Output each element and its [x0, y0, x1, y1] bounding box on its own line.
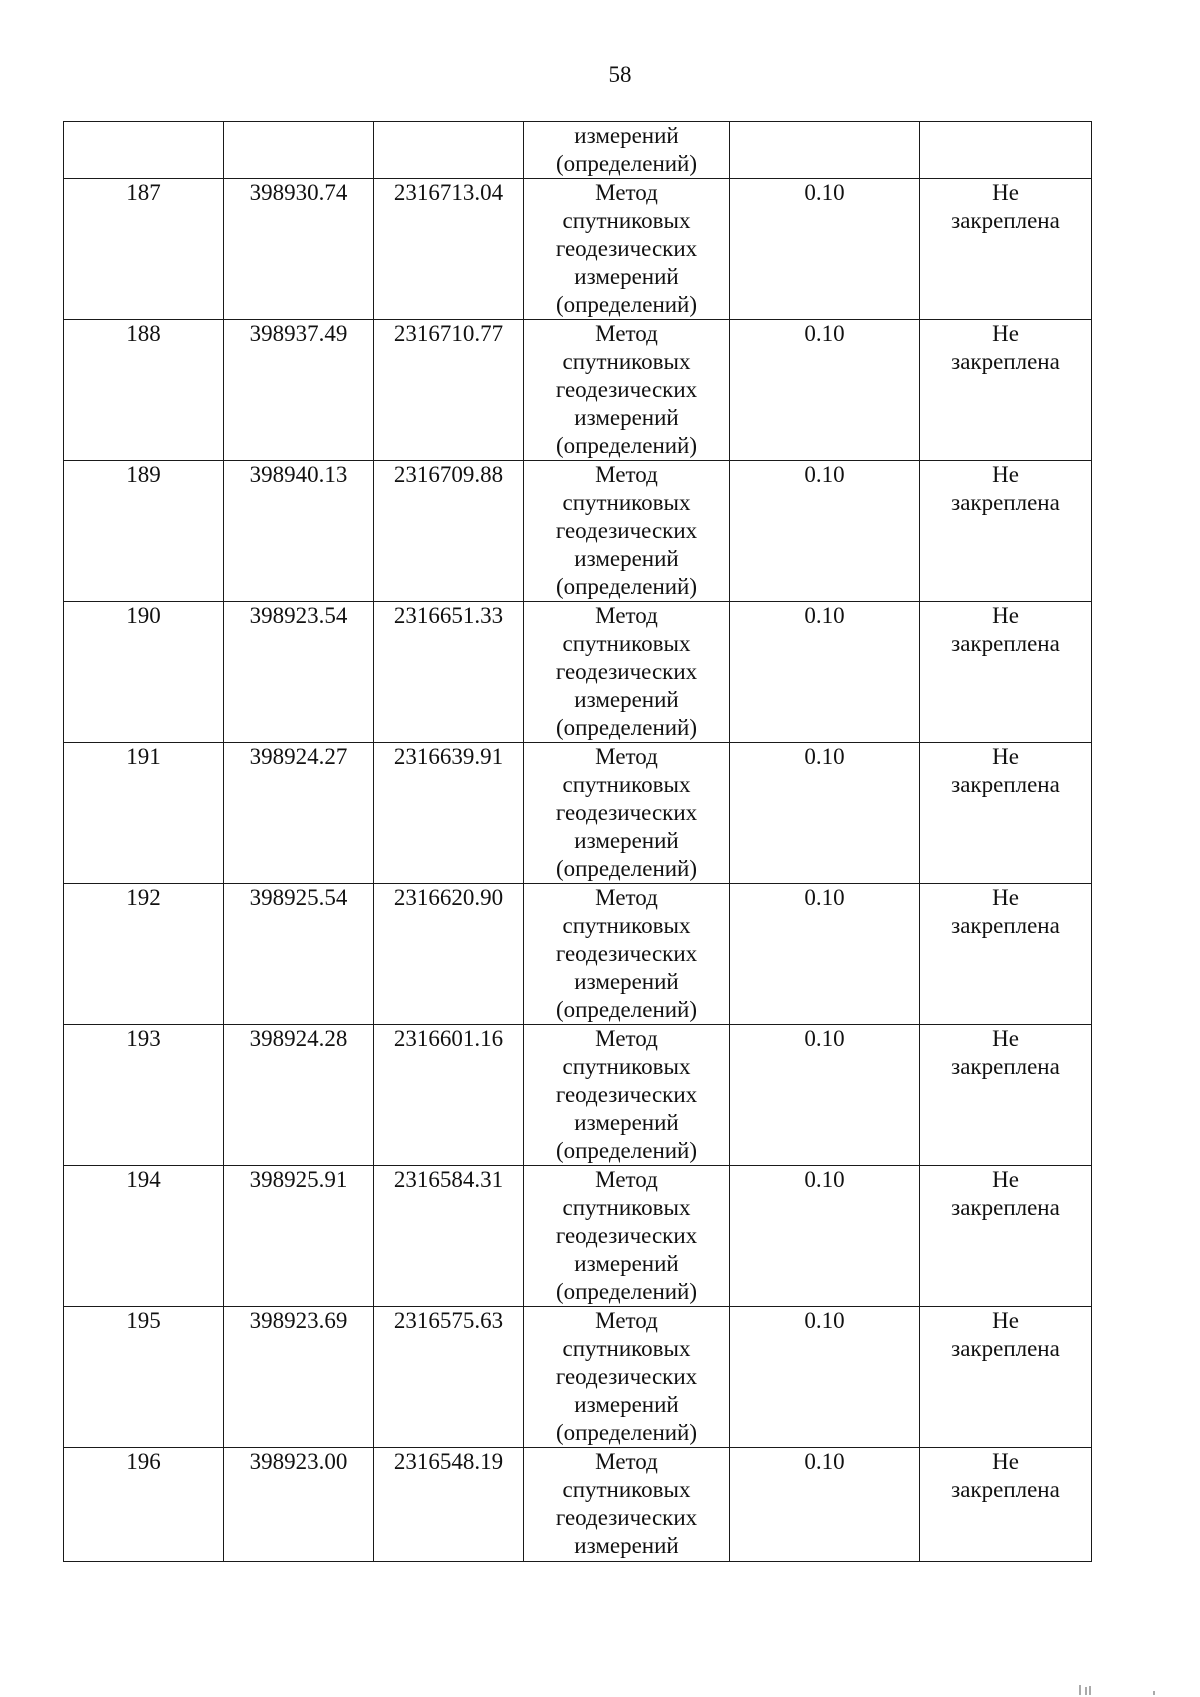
cell-method	[524, 461, 730, 602]
cell-num: 194	[64, 1166, 224, 1307]
method-line: Метод	[595, 1026, 658, 1051]
cell-method	[524, 1166, 730, 1307]
method-line: геодезических	[555, 941, 698, 966]
cell-accuracy: 0.10	[730, 1166, 920, 1307]
cell-num: 192	[64, 884, 224, 1025]
method-line: Метод	[595, 1167, 658, 1192]
method-line: Метод	[595, 603, 658, 628]
method-line: (определений)	[555, 151, 698, 176]
method-line: спутниковых	[562, 349, 691, 374]
method-line: спутниковых	[562, 913, 691, 938]
method-line: геодезических	[555, 1505, 698, 1530]
cell-method	[524, 884, 730, 1025]
table-row	[64, 179, 1092, 320]
cell-method	[524, 743, 730, 884]
table-row	[64, 602, 1092, 743]
cell-num: 187	[64, 179, 224, 320]
method-line: спутниковых	[562, 1336, 691, 1361]
cell-y	[374, 122, 524, 179]
cell-x	[224, 122, 374, 179]
cell-fixing	[920, 179, 1092, 320]
method-line: геодезических	[555, 1364, 698, 1389]
method-line: (определений)	[555, 292, 698, 317]
cell-num: 191	[64, 743, 224, 884]
cell-x: 398924.27	[224, 743, 374, 884]
table-row-continued	[64, 122, 1092, 179]
cell-accuracy: 0.10	[730, 461, 920, 602]
fixing-line: закреплена	[951, 1195, 1060, 1220]
table-row	[64, 1166, 1092, 1307]
cell-fixing	[920, 884, 1092, 1025]
fixing-line: закреплена	[951, 1054, 1060, 1079]
method-line: геодезических	[555, 800, 698, 825]
method-line: геодезических	[555, 1082, 698, 1107]
cell-y: 2316713.04	[374, 179, 524, 320]
method-line: спутниковых	[562, 208, 691, 233]
cell-x: 398930.74	[224, 179, 374, 320]
cell-fixing	[920, 320, 1092, 461]
cell-x: 398923.69	[224, 1307, 374, 1448]
fixing-line: закреплена	[951, 490, 1060, 515]
cell-accuracy: 0.10	[730, 884, 920, 1025]
fixing-line: закреплена	[951, 913, 1060, 938]
cell-fixing	[920, 743, 1092, 884]
method-line: Метод	[595, 744, 658, 769]
method-line: геодезических	[555, 518, 698, 543]
method-line: (определений)	[555, 856, 698, 881]
fixing-line: закреплена	[951, 772, 1060, 797]
method-line: измерений	[574, 546, 679, 571]
method-line: (определений)	[555, 997, 698, 1022]
cell-accuracy: 0.10	[730, 602, 920, 743]
cell-num: 188	[64, 320, 224, 461]
fixing-line: Не	[992, 462, 1019, 487]
fixing-line: закреплена	[951, 208, 1060, 233]
fixing-line: Не	[992, 1026, 1019, 1051]
fixing-line: Не	[992, 885, 1019, 910]
method-line: геодезических	[555, 659, 698, 684]
fixing-line: Не	[992, 1449, 1019, 1474]
scan-artifact-marks	[1078, 1683, 1158, 1695]
fixing-line: закреплена	[951, 631, 1060, 656]
method-line: (определений)	[555, 1420, 698, 1445]
coordinates-table	[63, 121, 1092, 1562]
method-line: измерений	[574, 123, 679, 148]
method-line: измерений	[574, 1533, 679, 1558]
method-line: (определений)	[555, 1279, 698, 1304]
method-line: геодезических	[555, 1223, 698, 1248]
method-line: Метод	[595, 1449, 658, 1474]
table-row	[64, 461, 1092, 602]
cell-y: 2316710.77	[374, 320, 524, 461]
cell-x: 398925.91	[224, 1166, 374, 1307]
cell-method	[524, 320, 730, 461]
method-line: измерений	[574, 1110, 679, 1135]
fixing-line: Не	[992, 321, 1019, 346]
cell-y: 2316709.88	[374, 461, 524, 602]
cell-accuracy	[730, 122, 920, 179]
cell-method	[524, 602, 730, 743]
cell-num: 195	[64, 1307, 224, 1448]
cell-fixing	[920, 602, 1092, 743]
fixing-line: Не	[992, 603, 1019, 628]
cell-y: 2316651.33	[374, 602, 524, 743]
cell-accuracy: 0.10	[730, 179, 920, 320]
method-line: спутниковых	[562, 1477, 691, 1502]
method-line: спутниковых	[562, 1195, 691, 1220]
method-line: спутниковых	[562, 1054, 691, 1079]
cell-x: 398937.49	[224, 320, 374, 461]
method-line: спутниковых	[562, 772, 691, 797]
table-row	[64, 320, 1092, 461]
cell-num: 193	[64, 1025, 224, 1166]
method-line: Метод	[595, 462, 658, 487]
cell-method	[524, 1025, 730, 1166]
method-line: Метод	[595, 321, 658, 346]
method-line: геодезических	[555, 377, 698, 402]
method-line: (определений)	[555, 1138, 698, 1163]
cell-y: 2316620.90	[374, 884, 524, 1025]
cell-x: 398923.54	[224, 602, 374, 743]
method-line: Метод	[595, 1308, 658, 1333]
table-row	[64, 1025, 1092, 1166]
cell-x: 398940.13	[224, 461, 374, 602]
method-line: измерений	[574, 1251, 679, 1276]
fixing-line: Не	[992, 1167, 1019, 1192]
table-row	[64, 884, 1092, 1025]
cell-accuracy: 0.10	[730, 1025, 920, 1166]
table-row	[64, 1448, 1092, 1562]
cell-x: 398925.54	[224, 884, 374, 1025]
fixing-line: Не	[992, 744, 1019, 769]
method-line: измерений	[574, 405, 679, 430]
cell-y: 2316639.91	[374, 743, 524, 884]
cell-fixing	[920, 1025, 1092, 1166]
cell-num: 196	[64, 1448, 224, 1562]
cell-num	[64, 122, 224, 179]
method-line: измерений	[574, 264, 679, 289]
cell-method	[524, 1448, 730, 1562]
cell-fixing	[920, 122, 1092, 179]
table-row	[64, 1307, 1092, 1448]
cell-accuracy: 0.10	[730, 1307, 920, 1448]
cell-y: 2316548.19	[374, 1448, 524, 1562]
cell-fixing	[920, 1448, 1092, 1562]
cell-y: 2316584.31	[374, 1166, 524, 1307]
cell-x: 398924.28	[224, 1025, 374, 1166]
method-line: Метод	[595, 885, 658, 910]
method-line: (определений)	[555, 574, 698, 599]
method-line: Метод	[595, 180, 658, 205]
cell-fixing	[920, 461, 1092, 602]
fixing-line: закреплена	[951, 1336, 1060, 1361]
method-line: (определений)	[555, 715, 698, 740]
cell-num: 189	[64, 461, 224, 602]
cell-num: 190	[64, 602, 224, 743]
fixing-line: Не	[992, 1308, 1019, 1333]
cell-method	[524, 122, 730, 179]
method-line: (определений)	[555, 433, 698, 458]
cell-fixing	[920, 1307, 1092, 1448]
method-line: измерений	[574, 1392, 679, 1417]
fixing-line: закреплена	[951, 1477, 1060, 1502]
method-line: измерений	[574, 828, 679, 853]
method-line: спутниковых	[562, 490, 691, 515]
method-line: измерений	[574, 687, 679, 712]
method-line: геодезических	[555, 236, 698, 261]
page-number: 58	[608, 62, 632, 87]
method-line: измерений	[574, 969, 679, 994]
cell-x: 398923.00	[224, 1448, 374, 1562]
fixing-line: Не	[992, 180, 1019, 205]
cell-accuracy: 0.10	[730, 743, 920, 884]
method-line: спутниковых	[562, 631, 691, 656]
cell-y: 2316575.63	[374, 1307, 524, 1448]
table-row	[64, 743, 1092, 884]
cell-accuracy: 0.10	[730, 1448, 920, 1562]
cell-y: 2316601.16	[374, 1025, 524, 1166]
cell-method	[524, 179, 730, 320]
fixing-line: закреплена	[951, 349, 1060, 374]
cell-fixing	[920, 1166, 1092, 1307]
cell-method	[524, 1307, 730, 1448]
cell-accuracy: 0.10	[730, 320, 920, 461]
